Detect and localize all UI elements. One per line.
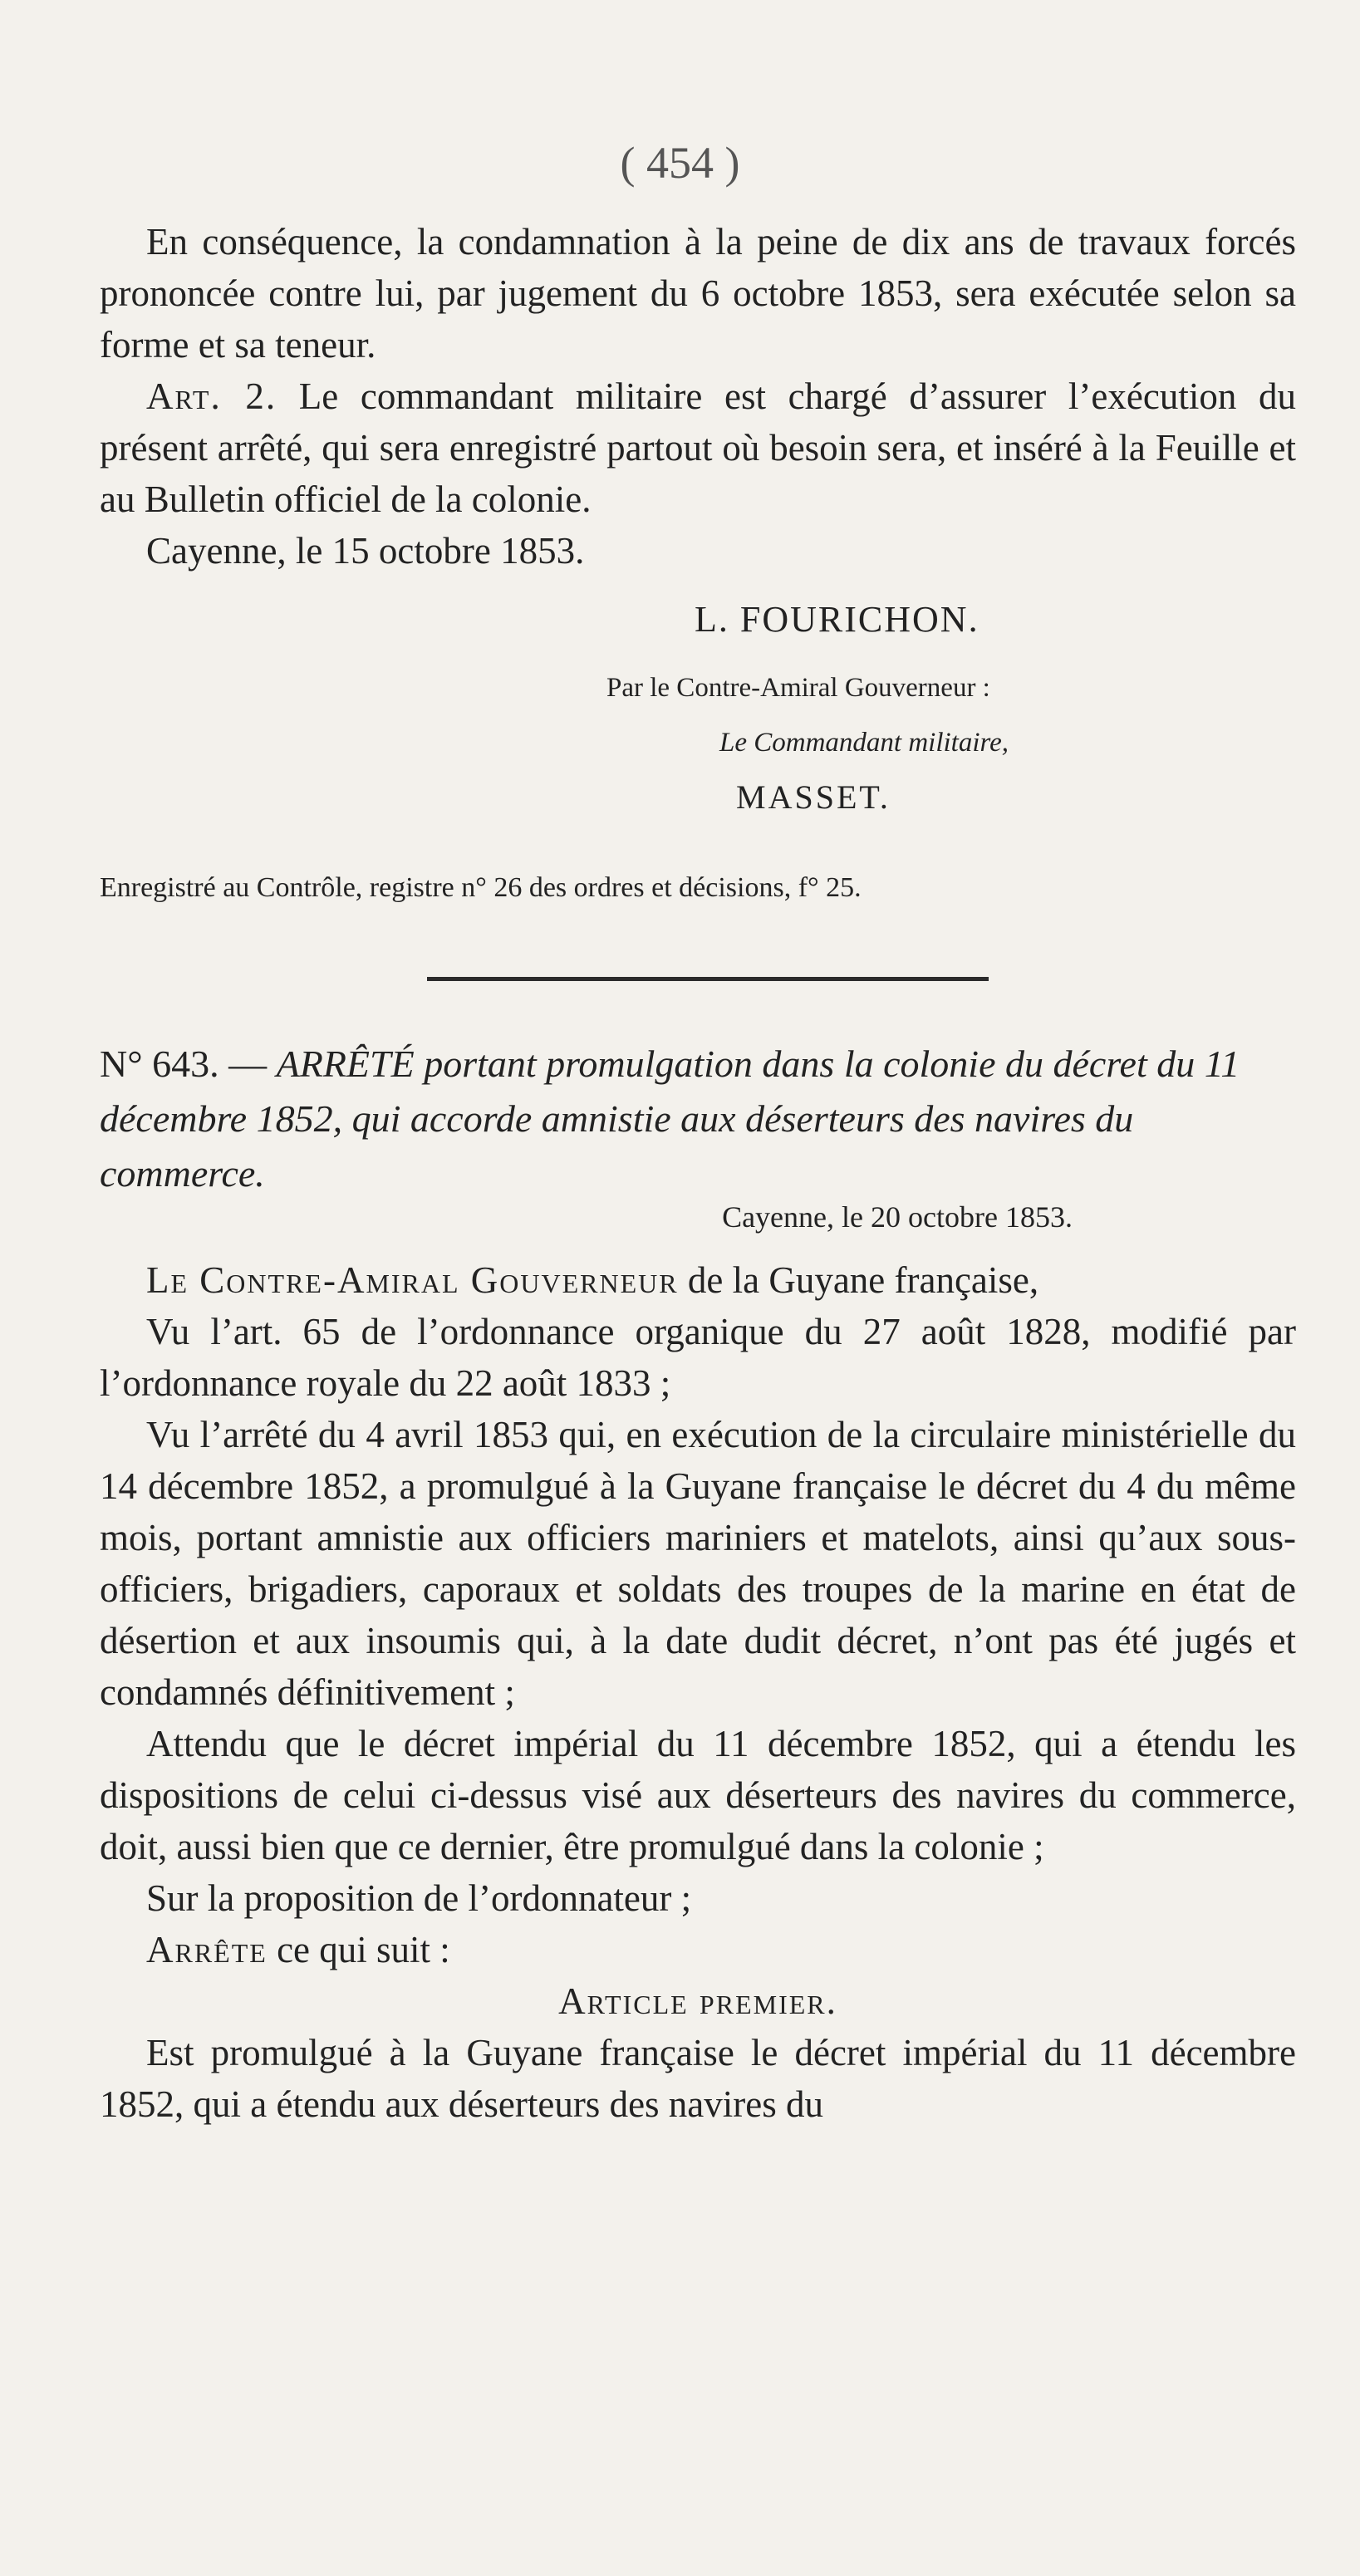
signature-role: Le Commandant militaire, <box>719 728 1009 758</box>
paragraph-vu-arrete: Vu l’arrêté du 4 avril 1853 qui, en exécution de la circulaire ministérielle du 14 décembre 1852, a promulgué à la Guyane française le décret du 4 du même mois, portant amnistie aux officiers mariniers et matelots, ainsi qu’aux sous-officiers, brigadiers, caporaux et soldats des troupes de la marine en état de désertion et aux insoumis qui, à la date dudit décret, n’ont pas été jugés et condamnés définitivement ; <box>100 1414 1296 1713</box>
decree-heading <box>100 1037 1296 1201</box>
decree-body <box>100 1254 1296 2130</box>
article-2-text: Le commandant militaire est chargé d’assurer l’exécution du présent arrêté, qui sera enregistré partout où besoin sera, et inséré à la Feuille et au Bulletin officiel de la colonie. <box>100 375 1296 520</box>
arrete-label: Arrête <box>146 1929 268 1970</box>
article-premier-heading: Article premier. <box>558 1980 837 2022</box>
governor-label: Le Contre-Amiral Gouverneur <box>146 1259 679 1301</box>
decree-continuation <box>100 216 1296 577</box>
paragraph-vu-ordonnance: Vu l’art. 65 de l’ordonnance organique du 27 août 1828, modifié par l’ordonnance royale du 22 août 1833 ; <box>100 1311 1296 1404</box>
paragraph-attendu: Attendu que le décret impérial du 11 décembre 1852, qui a étendu les dispositions de celui ci-dessus visé aux déserteurs des navires du commerce, doit, aussi bien que ce dernier, être promulgué dans la colonie ; <box>100 1723 1296 1867</box>
paragraph-article-premier: Est promulgué à la Guyane française le décret impérial du 11 décembre 1852, qui a étendu aux déserteurs des navires du <box>100 2032 1296 2125</box>
article-2-label: Art. 2. <box>146 375 277 417</box>
registration-note: Enregistré au Contrôle, registre n° 26 des ordres et décisions, f° 25. <box>100 872 862 903</box>
signature-by-line: Par le Contre-Amiral Gouverneur : <box>606 673 990 703</box>
paragraph-consequence: En conséquence, la condamnation à la peine de dix ans de travaux forcés prononcée contre lui, par jugement du 6 octobre 1853, sera exécutée selon sa forme et sa teneur. <box>100 221 1296 366</box>
paragraph-governor <box>100 1254 1296 1306</box>
decree-title-rest: portant promulgation dans la colonie du décret du 11 décembre 1852, qui accorde amnistie aux déserteurs des navires du commerce. <box>100 1043 1240 1195</box>
decree-number: N° 643. — <box>100 1043 268 1085</box>
paragraph-article-2 <box>100 370 1296 525</box>
decree-dateline: Cayenne, le 20 octobre 1853. <box>722 1200 1073 1234</box>
section-divider <box>427 977 989 981</box>
paragraph-arrete <box>100 1924 1296 1975</box>
page-number: ( 454 ) <box>620 138 740 188</box>
paragraph-date-place: Cayenne, le 15 octobre 1853. <box>146 530 585 572</box>
governor-text: de la Guyane française, <box>678 1259 1039 1301</box>
signature-masset: MASSET. <box>736 778 891 816</box>
paragraph-proposition: Sur la proposition de l’ordonnateur ; <box>146 1877 692 1919</box>
arrete-text: ce qui suit : <box>267 1929 450 1970</box>
decree-title-keyword: ARRÊTÉ <box>276 1043 415 1085</box>
signature-fourichon: L. FOURICHON. <box>695 599 979 640</box>
